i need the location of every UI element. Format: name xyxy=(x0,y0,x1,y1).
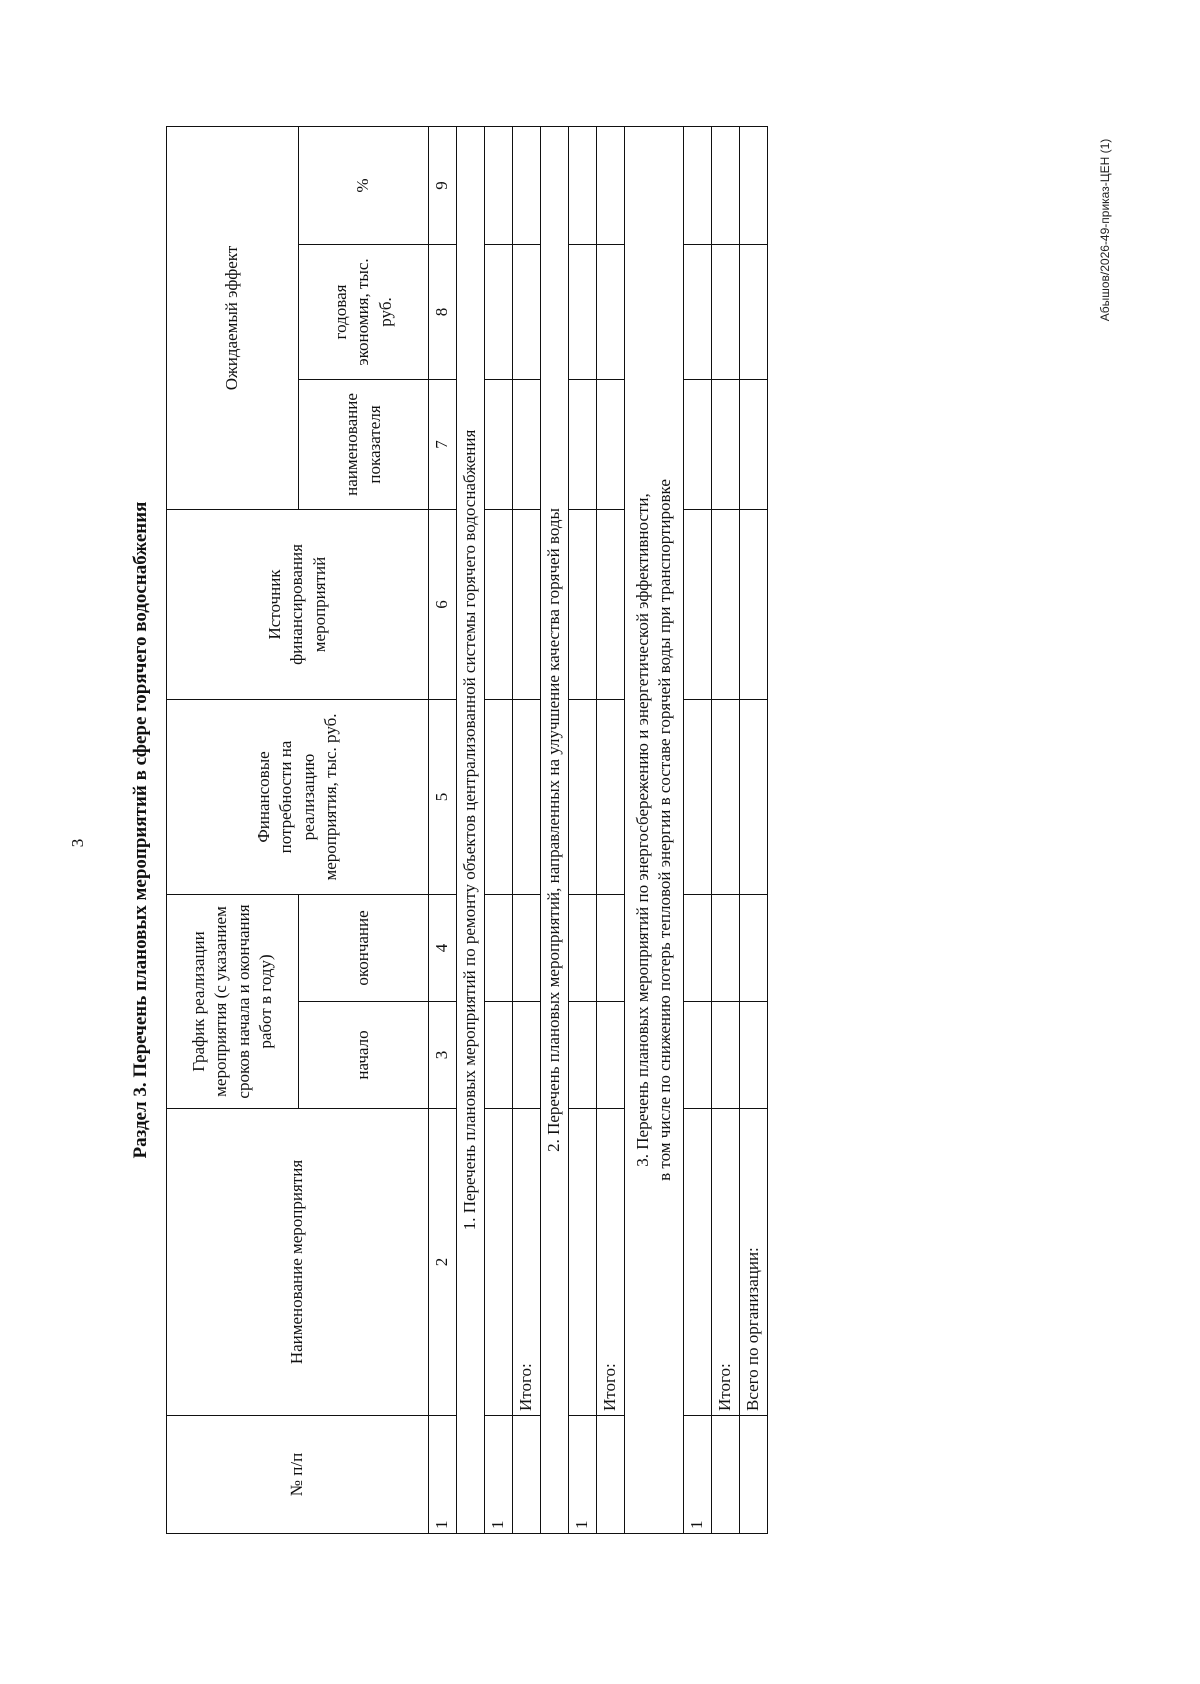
section-2-header-row xyxy=(541,126,569,1533)
plan-table xyxy=(166,126,768,1534)
document-footer-id: Абышов/2026-49-приказ-ЦЕН (1) xyxy=(1098,138,1112,322)
header-effect: Ожидаемый эффект xyxy=(167,126,299,509)
column-number: 3 xyxy=(429,1002,457,1109)
section-1-total-row xyxy=(513,126,541,1533)
grand-total-row xyxy=(740,126,768,1533)
header-schedule: График реализации мероприятия (с указанием сроков начала и окончания работ в году) xyxy=(167,894,299,1108)
page-number: 3 xyxy=(68,838,87,848)
header-effect-name: наименование показателя xyxy=(299,379,429,509)
header-finance: Финансовые потребности на реализацию мероприятия, тыс. руб. xyxy=(167,699,429,894)
section-1-title: 1. Перечень плановых мероприятий по ремонту объектов централизованной системы горячего водоснабжения xyxy=(457,126,485,1533)
column-number: 9 xyxy=(429,126,457,244)
row-number: 1 xyxy=(569,1416,597,1534)
header-name: Наименование мероприятия xyxy=(167,1109,429,1416)
section-2-total-row xyxy=(597,126,625,1533)
table-row xyxy=(684,126,712,1533)
column-number: 5 xyxy=(429,699,457,894)
table-row xyxy=(485,126,513,1533)
column-number: 8 xyxy=(429,244,457,379)
total-label: Итого: xyxy=(712,1109,740,1416)
section-3-total-row xyxy=(712,126,740,1533)
row-number: 1 xyxy=(485,1416,513,1534)
section-1-header-row xyxy=(457,126,485,1533)
column-number: 7 xyxy=(429,379,457,509)
total-label: Итого: xyxy=(513,1109,541,1416)
header-effect-percent: % xyxy=(299,126,429,244)
row-number: 1 xyxy=(684,1416,712,1534)
section-2-title: 2. Перечень плановых мероприятий, направленных на улучшение качества горячей воды xyxy=(541,126,569,1533)
section-3-title-line-1: 3. Перечень плановых мероприятий по энергосбережению и энергетической эффективности, xyxy=(632,493,652,1167)
header-schedule-start: начало xyxy=(299,1002,429,1109)
section-title: Раздел 3. Перечень плановых мероприятий в сфере горячего водоснабжения xyxy=(130,501,151,1159)
header-schedule-end: окончание xyxy=(299,894,429,1001)
column-number: 6 xyxy=(429,509,457,699)
landscape-section xyxy=(100,120,820,1540)
column-number: 2 xyxy=(429,1109,457,1416)
header-source: Источник финансирования мероприятий xyxy=(167,509,429,699)
column-number: 1 xyxy=(429,1416,457,1534)
table-row xyxy=(569,126,597,1533)
column-number-row xyxy=(429,126,457,1533)
section-3-title-line-2: в том числе по снижению потерь тепловой энергии в составе горячей воды при транспортировке xyxy=(655,479,674,1181)
column-number: 4 xyxy=(429,894,457,1001)
header-effect-saving: годовая экономия, тыс. руб. xyxy=(299,244,429,379)
grand-total-label: Всего по организации: xyxy=(740,1109,768,1416)
header-num: № п/п xyxy=(167,1416,429,1534)
section-3-header-row xyxy=(625,126,684,1533)
section-3-title xyxy=(625,126,684,1533)
header-row-1 xyxy=(167,126,299,1533)
total-label: Итого: xyxy=(597,1109,625,1416)
